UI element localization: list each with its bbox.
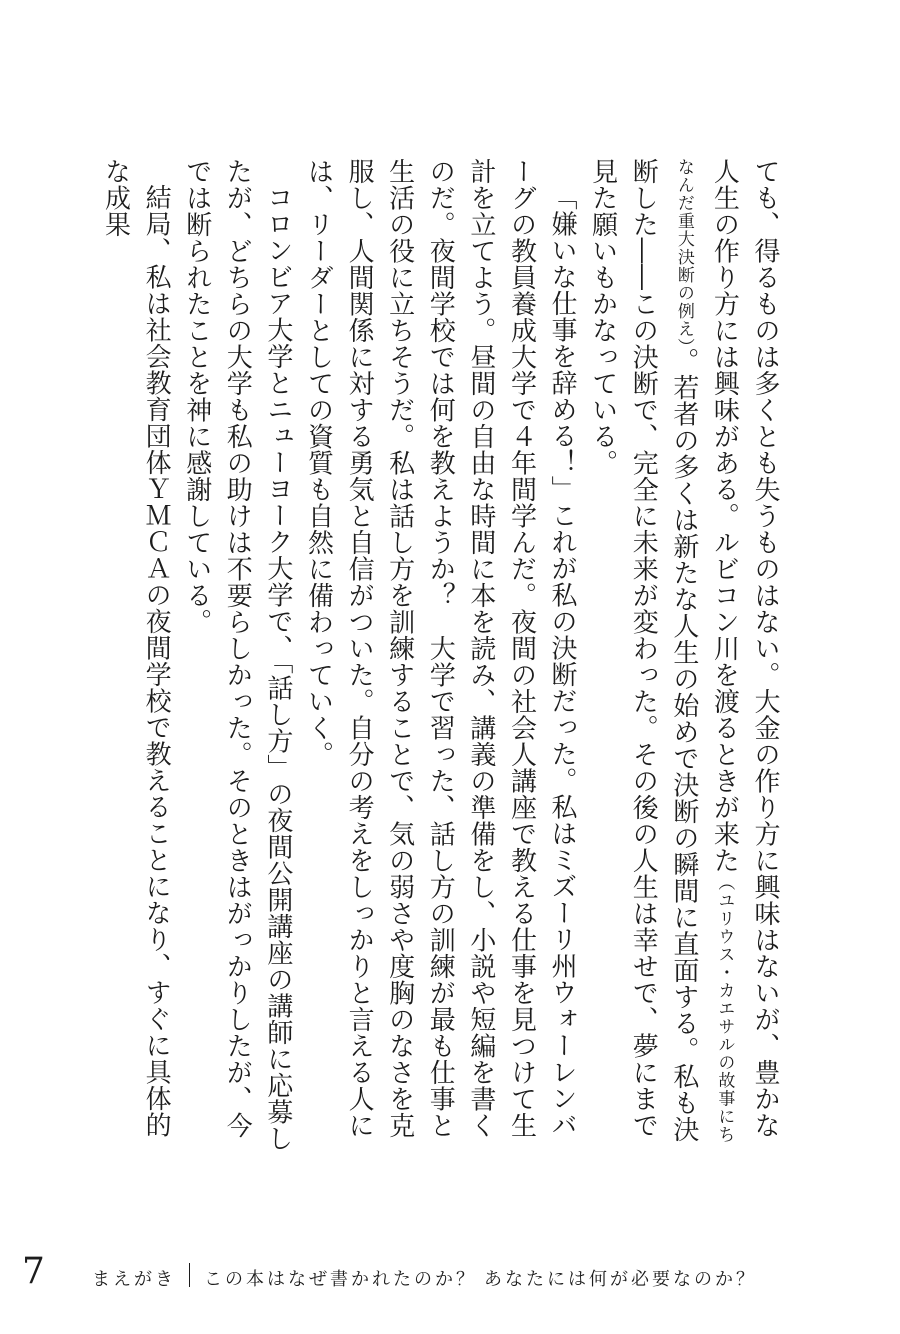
chapter-title: この本はなぜ書かれたのか？: [204, 1269, 477, 1290]
paragraph-2: 「嫌いな仕事を辞める！」これが私の決断だった。私はミズーリ州ウォーレンバーグの教員養成大学で４年間学んだ。夜間の社会人講座で教える仕事を見つけて生計を立てよう。昼間の自由な時間に本を読み、講義の準備をし、小説や短編を書くのだ。夜間学校では何を教えようか？ 大学で習った、話し方の訓練が最も仕事と生活の役に立ちそうだ。私は話し方を訓練することで、気の弱さや度胸のなさを克服し、人間関係に対する勇気と自信がついた。自分の考えをしっかりと言える人には、リーダーとしての資質も自然に備わっていく。: [303, 158, 578, 1139]
paragraph-1-continuation: 。若者の多くは新たな人生の始めで決断の瞬間に直面する。私も決断した――この決断で、完全に未来が変わった。その後の人生は幸せで、夢にまで見た願いもかなっている。: [587, 158, 699, 1143]
chapter-subtitle: あなたには何が必要なのか？: [484, 1269, 757, 1290]
paragraph-1: [582, 158, 785, 1158]
paragraph-4: 結局、私は社会教育団体ＹＭＣＡの夜間学校で教えることになり、すぐに具体的な成果: [100, 158, 172, 1138]
paragraph-1-text: ても、得るものは多くとも失うものはない。大金の作り方に興味はないが、豊かな人生の作り方には興味がある。ルビコン川を渡るときが来た: [709, 158, 780, 1139]
page-footer: [22, 1248, 882, 1298]
paragraph-3: コロンビア大学とニューヨーク大学で、「話し方」の夜間公開講座の講師に応募したが、どちらの大学も私の助けは不要らしかった。そのときはがっかりしたが、今では断られたことを神に感謝している。: [181, 158, 293, 1152]
vertical-body-text: [95, 158, 785, 1158]
page-number: 7: [22, 1251, 45, 1292]
footer-divider: [189, 1263, 190, 1287]
section-label: まえがき: [92, 1269, 176, 1290]
annotation-note: （ユリウス・カエサルの故事にちなんだ重大決断の例え）: [673, 158, 735, 1144]
